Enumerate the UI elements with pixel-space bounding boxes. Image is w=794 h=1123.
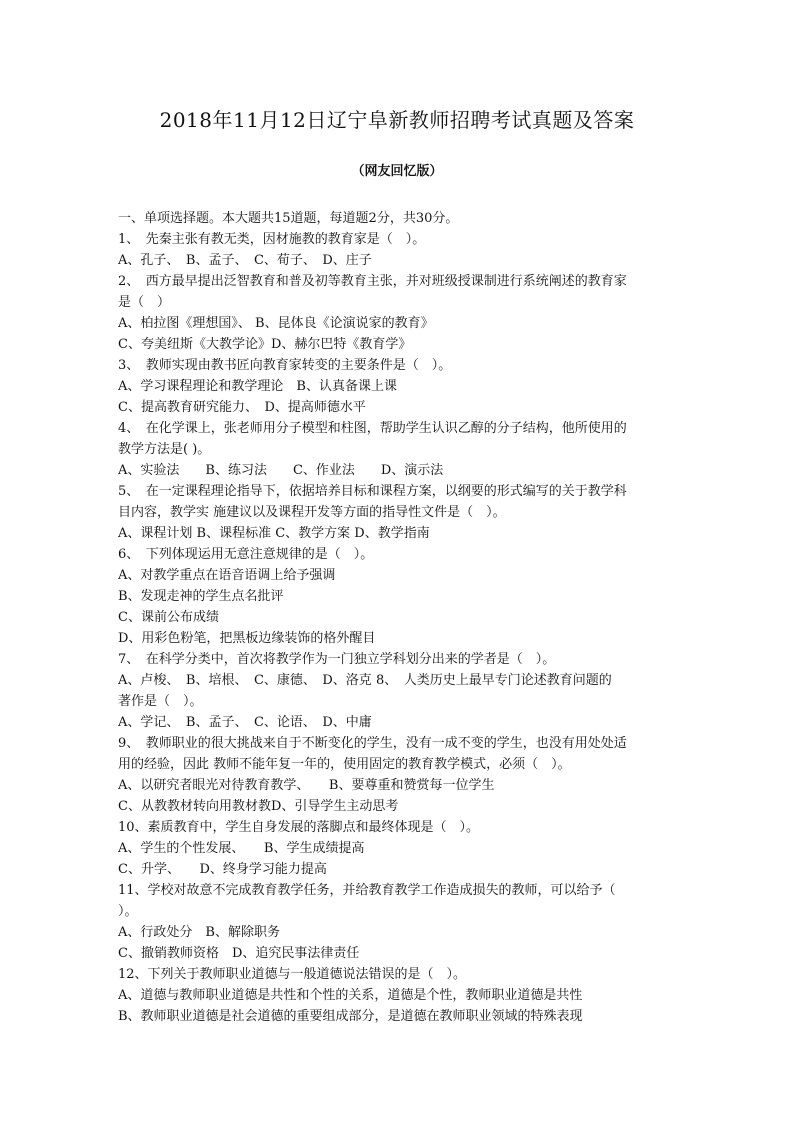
text-line: A、实验法 B、练习法 C、作业法 D、演示法 [118,463,444,478]
text-line: 12、下列关于教师职业道德与一般道德说法错误的是（ ）。 [118,967,467,982]
text-line: 用的经验，因此 教师不能年复一年的，使用固定的教育教学模式，必须（ ）。 [118,757,571,772]
text-line: 教学方法是( )。 [118,442,211,457]
document-title: 2018年11月12日辽宁阜新教师招聘考试真题及答案 [159,108,635,132]
text-line: A、学记、 B、孟子、 C、论语、 D、中庸 [118,715,372,730]
text-line: A、道德与教师职业道德是共性和个性的关系，道德是个性，教师职业道德是共性 [118,988,583,1003]
text-line: A、对教学重点在语音语调上给予强调 [118,568,336,583]
text-line: 目内容，教学实 施建议以及课程开发等方面的指导性文件是（ ）。 [118,505,506,520]
text-line: 2、 西方最早提出泛智教育和普及初等教育主张，并对班级授课制进行系统阐述的教育家 [118,274,627,289]
document-subtitle: （网友回忆版） [351,164,443,179]
text-line: C、撤销教师资格 D、追究民事法律责任 [118,946,360,961]
text-line: A、孔子、 B、孟子、 C、荀子、 D、庄子 [118,253,372,268]
text-line: C、夸美纽斯《大教学论》D、赫尔巴特《教育学》 [118,337,412,352]
text-line: 著作是（ ）。 [118,694,203,709]
text-line: 5、 在一定课程理论指导下，依据培养目标和课程方案，以纲要的形式编写的关于教学科 [118,484,627,499]
text-line: 4、 在化学课上，张老师用分子模型和柱图，帮助学生认识乙醇的分子结构，他所使用的 [118,421,627,436]
text-line: 3、 教师实现由教书匠向教育家转变的主要条件是（ ）。 [118,358,452,373]
text-line: A、卢梭、 B、培根、 C、康德、 D、洛克 8、 人类历史上最早专门论述教育问题的 [118,673,612,688]
text-line: 6、 下列体现运用无意注意规律的是（ ）。 [118,547,374,562]
text-line: A、行政处分 B、解除职务 [118,925,280,940]
text-line: 1、 先秦主张有教无类，因材施教的教育家是（ ）。 [118,232,426,247]
text-line: B、发现走神的学生点名批评 [118,589,284,604]
text-line: A、学生的个性发展、 B、学生成绩提高 [118,841,365,856]
text-line: ）。 [118,904,138,919]
text-line: B、教师职业道德是社会道德的重要组成部分，是道德在教师职业领域的特殊表现 [118,1009,583,1024]
text-line: C、升学、 D、终身学习能力提高 [118,862,327,877]
text-line: 11、学校对故意不完成教育教学任务，并给教育教学工作造成损失的教师，可以给予（ [118,883,616,898]
text-line: A、学习课程理论和教学理论 B、认真备课上课 [118,379,397,394]
document-body [118,208,680,1027]
text-line: 是（ ） [118,295,171,310]
text-line: 7、 在科学分类中，首次将教学作为一门独立学科划分出来的学者是（ ）。 [118,652,556,667]
text-line: A、课程计划 B、课程标准 C、教学方案 D、教学指南 [118,526,430,541]
text-line: 10、素质教育中，学生自身发展的落脚点和最终体现是（ ）。 [118,820,480,835]
text-line: 一、单项选择题。本大题共15道题，每道题2分，共30分。 [118,211,459,226]
text-line: C、课前公布成绩 [118,610,219,625]
text-line: A、柏拉图《理想国》、 B、昆体良《论演说家的教育》 [118,316,434,331]
text-line: C、从教教材转向用教材教D、引导学生主动思考 [118,799,399,814]
text-line: D、用彩色粉笔，把黑板边缘装饰的格外醒目 [118,631,376,646]
text-line: A、以研究者眼光对待教育教学、 B、要尊重和赞赏每一位学生 [118,778,495,793]
text-line: C、提高教育研究能力、 D、提高师德水平 [118,400,366,415]
text-line: 9、 教师职业的很大挑战来自于不断变化的学生，没有一成不变的学生，也没有用处处适 [118,736,627,751]
